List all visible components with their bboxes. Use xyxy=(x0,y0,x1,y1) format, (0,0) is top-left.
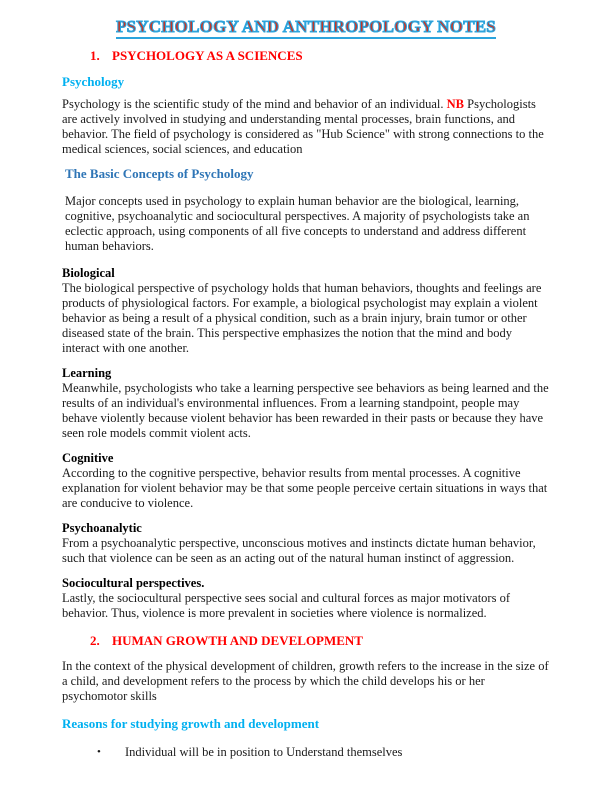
section-2-heading xyxy=(90,633,550,649)
perspective-body-learning: Meanwhile, psychologists who take a learning perspective see behaviors as being learned and the results of an individual's environmental influences. From a learning standpoint, people may behave violently because violent behavior has been rewarded in their pasts or because they have seen role models commit violent acts. xyxy=(62,381,549,440)
heading-psychology: Psychology xyxy=(62,74,125,89)
document-title-text: PSYCHOLOGY AND ANTHROPOLOGY NOTES xyxy=(116,17,496,39)
reasons-bullet-list xyxy=(97,745,550,760)
intro-text-before-nb: Psychology is the scientific study of the mind and behavior of an individual. xyxy=(62,97,447,111)
perspective-block-learning xyxy=(62,366,550,441)
section-1-heading xyxy=(90,48,550,64)
perspective-heading-sociocultural: Sociocultural perspectives. xyxy=(62,576,205,590)
document-title xyxy=(62,17,550,37)
paragraph-growth-intro: In the context of the physical development of children, growth refers to the increase in the size of a child, and development refers to the process by which the child develops his or her psychomotor skills xyxy=(62,659,549,703)
paragraph-psychology-intro xyxy=(62,97,550,157)
perspective-body-sociocultural: Lastly, the sociocultural perspective sees social and cultural forces as major motivators of behavior. Thus, violence is more prevalent in societies where violence is normalized. xyxy=(62,591,510,620)
list-item xyxy=(97,745,550,760)
section-1-title: PSYCHOLOGY AS A SCIENCES xyxy=(112,48,303,63)
perspective-body-cognitive: According to the cognitive perspective, behavior results from mental processes. A cognitive explanation for violent behavior may be that some people perceive certain situations in ways that are conducive to violence. xyxy=(62,466,548,510)
heading-basic-concepts: The Basic Concepts of Psychology xyxy=(65,166,254,181)
heading-reasons: Reasons for studying growth and development xyxy=(62,716,320,731)
section-1-number: 1. xyxy=(90,48,100,63)
nb-label: NB xyxy=(446,97,465,111)
perspective-block-sociocultural xyxy=(62,576,550,621)
section-2-number: 2. xyxy=(90,633,100,648)
section-2-title: HUMAN GROWTH AND DEVELOPMENT xyxy=(112,633,363,648)
perspective-heading-psychoanalytic: Psychoanalytic xyxy=(62,521,142,535)
perspective-heading-biological: Biological xyxy=(62,266,115,280)
intro-text-after-nb: Psychologists are actively involved in studying and understanding mental processes, brain functions, and behavior. The field of psychology is considered as "Hub Science" with strong connections to the medical sciences, social sciences, and education xyxy=(62,97,544,156)
perspective-body-biological: The biological perspective of psychology holds that human behaviors, thoughts and feelings are products of physiological factors. For example, a biological psychologist may explain a violent behavior as being a result of a physical condition, such as a brain injury, brain tumor or other diseased state of the brain. This perspective emphasizes the notion that the mind and body interact with one another. xyxy=(62,281,542,355)
perspective-heading-learning: Learning xyxy=(62,366,112,380)
perspective-heading-cognitive: Cognitive xyxy=(62,451,114,465)
perspective-block-psychoanalytic xyxy=(62,521,550,566)
perspective-body-psychoanalytic: From a psychoanalytic perspective, unconscious motives and instincts dictate human behavior, such that violence can be seen as an acting out of the natural human instinct of aggression. xyxy=(62,536,536,565)
perspective-block-cognitive xyxy=(62,451,550,511)
perspective-block-biological xyxy=(62,266,550,356)
bullet-marker: • xyxy=(97,746,101,758)
bullet-text: Individual will be in position to Understand themselves xyxy=(125,745,403,759)
paragraph-basic-concepts: Major concepts used in psychology to explain human behavior are the biological, learning, cognitive, psychoanalytic and sociocultural perspectives. A majority of psychologists take an eclectic approach, using components of all five concepts to understand and address different human behaviors. xyxy=(65,194,530,253)
